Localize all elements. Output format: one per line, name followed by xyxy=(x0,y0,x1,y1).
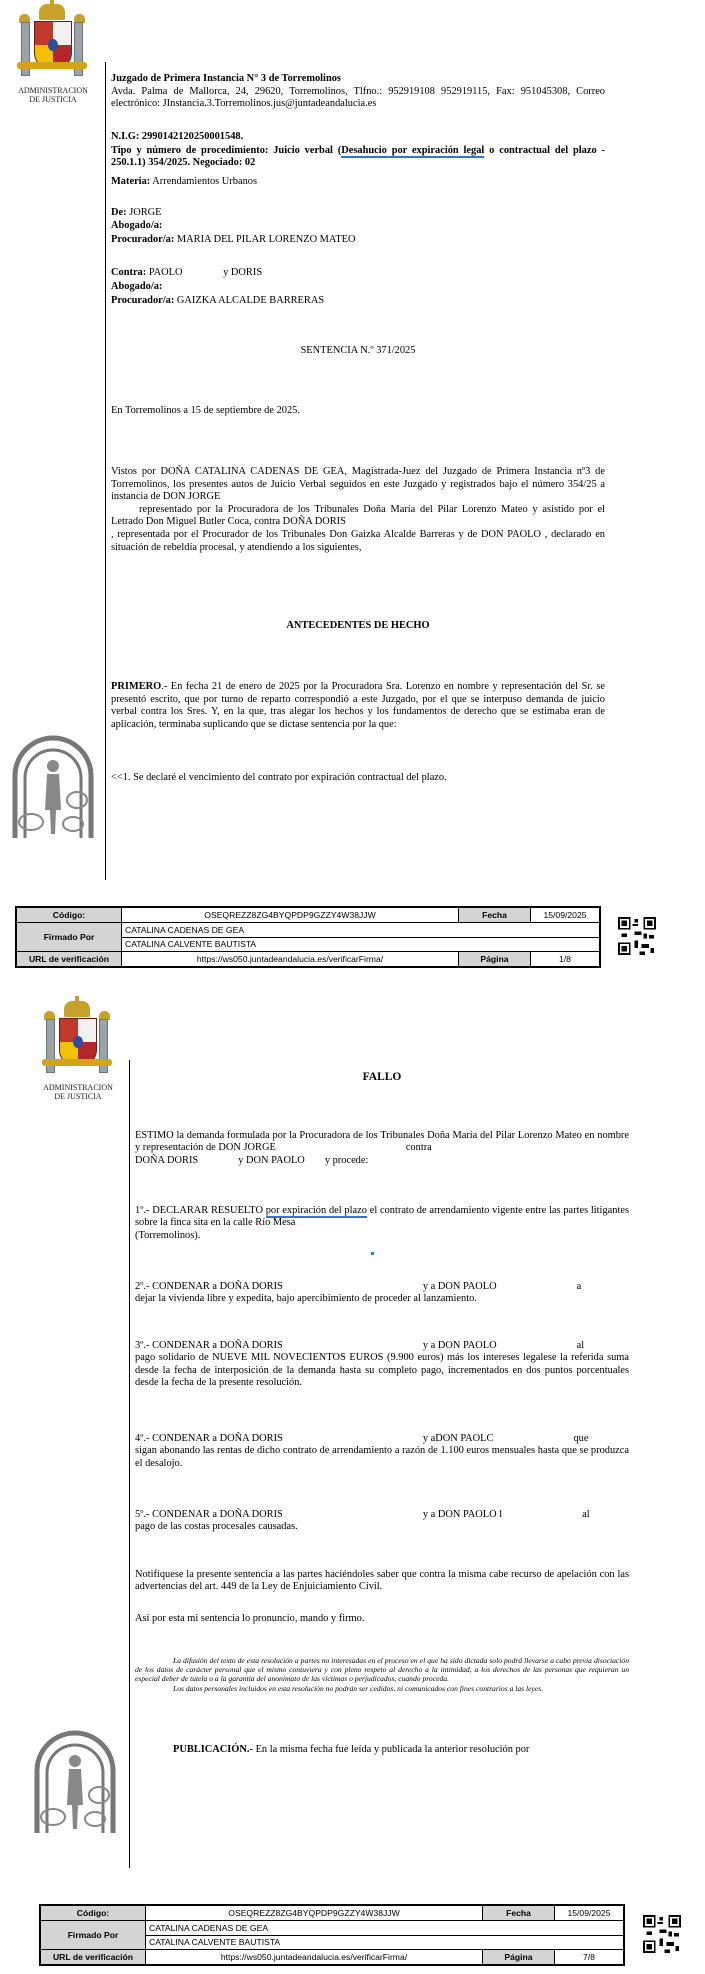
highlighted-procedure: Desahucio por expiración legal xyxy=(341,145,485,156)
url-label: URL de verificación xyxy=(17,952,122,967)
fecha-value: 15/09/2025 xyxy=(555,1906,624,1921)
fallo-title: FALLO xyxy=(362,1071,402,1083)
materia: Materia: Arrendamientos Urbanos xyxy=(111,176,258,187)
coat-of-arms-logo xyxy=(42,1001,112,1085)
firmado-label: Firmado Por xyxy=(17,922,122,952)
pagina-value: 7/8 xyxy=(555,1950,624,1965)
justice-watermark xyxy=(9,730,97,842)
verification-url[interactable]: https://ws050.juntadeandalucia.es/verificarFirma/ xyxy=(122,952,459,967)
codigo-label: Código: xyxy=(41,1906,146,1921)
antecedentes-title: ANTECEDENTES DE HECHO xyxy=(286,620,430,631)
fallo-point-3: 3º.- CONDENAR a DOÑA DORIS y a DON PAOLO al pago solidario de NUEVE MIL NOVECIENTOS EUROS (9.900 euros) más los intereses legalese la referida suma desde la fecha de interposición de la demanda hasta su completo pago, incrementados en dos puntos porcentuales desde la fecha de la presente resolución. xyxy=(135,1340,629,1389)
codigo-label: Código: xyxy=(17,908,122,923)
court-name: Juzgado de Primera Instancia N° 3 de Torremolinos xyxy=(111,73,341,84)
verification-url[interactable]: https://ws050.juntadeandalucia.es/verificarFirma/ xyxy=(146,1950,483,1965)
administration-label: ADMINISTRACION DE JUSTICIA xyxy=(43,1083,113,1101)
defendant-procurador: Procurador/a: GAIZKA ALCALDE BARRERAS xyxy=(111,295,325,306)
margin-rule xyxy=(129,1060,130,1868)
plaintiff-lawyer: Abogado/a: xyxy=(111,220,163,231)
codigo-value: OSEQREZZ8ZG4BYQPDP9GZZY4W38JJW xyxy=(122,908,459,923)
margin-rule xyxy=(105,62,106,880)
place-date: En Torremolinos a 15 de septiembre de 2025. xyxy=(111,405,300,416)
qr-code-icon xyxy=(643,1915,681,1953)
publicacion-paragraph: PUBLICACIÓN.- En la misma fecha fue leída y publicada la anterior resolución por xyxy=(173,1744,530,1755)
pagina-label: Página xyxy=(459,952,531,967)
fecha-value: 15/09/2025 xyxy=(531,908,600,923)
plaintiff-procurador: Procurador/a: MARIA DEL PILAR LORENZO MATEO xyxy=(111,234,356,245)
coat-of-arms-logo xyxy=(17,4,87,88)
codigo-value: OSEQREZZ8ZG4BYQPDP9GZZY4W38JJW xyxy=(146,1906,483,1921)
asi-paragraph: Así por esta mi sentencia lo pronuncio, mando y firmo. xyxy=(135,1613,365,1624)
court-address: Avda. Palma de Mallorca, 24, 29620, Torremolinos, Tlfno.: 952919108 952919115, Fax: 951045308, Correo electrónico: JInstancia.3.Torremolinos.jus@juntadeandalucia.es xyxy=(111,86,605,110)
firmado-label: Firmado Por xyxy=(41,1920,146,1950)
estimo-paragraph: ESTIMO la demanda formulada por la Procuradora de los Tribunales Doña María del Pilar Lorenzo Mateo en nombre y representación de DON JORGE contra DOÑA DORIS y DON PAOLO y procede: xyxy=(135,1130,629,1166)
fecha-label: Fecha xyxy=(483,1906,555,1921)
fallo-point-2: 2º.- CONDENAR a DOÑA DORIS y a DON PAOLO a dejar la vivienda libre y expedita, bajo apercibimiento de proceder al lanzamiento. xyxy=(135,1281,582,1305)
notifiquese-paragraph: Notifíquese la presente sentencia a las partes haciéndoles saber que contra la misma cabe recurso de apelación con las advertencias del art. 449 de la Ley de Enjuiciamiento Civil. xyxy=(135,1569,629,1593)
pagina-label: Página xyxy=(483,1950,555,1965)
url-label: URL de verificación xyxy=(41,1950,146,1965)
fallo-point-5: 5º.- CONDENAR a DOÑA DORIS y a DON PAOLO l al pago de las costas procesales causadas. xyxy=(135,1509,590,1533)
privacy-notice: La difusión del texto de esta resolución a partes no interesadas en el proceso en el que ha sido dictada solo podrá llevarse a cabo previa disociación de los datos de carácter personal que el mismo contuviera y con pleno respeto al derecho a la intimidad, a los derechos de las personas que requieran un especial deber de tutela o a la garantía del anonimato de las víctimas o perjudicados, cuando proceda. Los datos personales incluidos en esta resolución no podrán ser cedidos, ni comunicados con fines contrarios a las leyes. xyxy=(135,1656,629,1693)
qr-code-icon xyxy=(618,917,656,955)
document-page-2 xyxy=(0,985,705,1974)
fecha-label: Fecha xyxy=(459,908,531,923)
justice-watermark xyxy=(31,1725,119,1837)
defendants: Contra: PAOLO y DORIS xyxy=(111,267,263,278)
sentence-title: SENTENCIA N.º 371/2025 xyxy=(300,345,416,356)
primero-paragraph: PRIMERO.- En fecha 21 de enero de 2025 por la Procuradora Sra. Lorenzo en nombre y representación del Sr. se presentó escrito, que por turno de reparto correspondió a este Juzgado, por el que se interpuso demanda de juicio verbal contra los Sres. Y, en la que, tras alegar los hechos y los fundamentos de derecho que se estimaba eran de aplicación, terminaba suplicando que se dictase sentencia por la que: xyxy=(111,681,605,730)
firmante-2: CATALINA CALVENTE BAUTISTA xyxy=(122,937,600,952)
fallo-point-1: 1º.- DECLARAR RESUELTO por expiración del plazo el contrato de arrendamiento vigente entre las partes litigantes sobre la finca sita en la calle Río Mesa (Torremolinos). xyxy=(135,1205,629,1241)
signature-table xyxy=(39,1904,625,1966)
fallo-point-4: 4º.- CONDENAR a DOÑA DORIS y aDON PAOLC que sigan abonando las rentas de dicho contrato de arrendamiento a razón de 1.100 euros mensuales hasta que se produzca el desalojo. xyxy=(135,1433,629,1469)
defendant-lawyer: Abogado/a: xyxy=(111,281,163,292)
plaintiff: De: JORGE xyxy=(111,207,162,218)
vistos-paragraph: Vistos por DOÑA CATALINA CADENAS DE GEA, Magistrada-Juez del Juzgado de Primera Instancia nº3 de Torremolinos, los presentes autos de Juicio Verbal seguidos en este Juzgado y registrados bajo el número 354/25 a instancia de DON JORGE representado por la Procuradora de los Tribunales Doña María del Pilar Lorenzo Mateo y asistido por el Letrado Don Miguel Butler Coca, contra DOÑA DORIS , representada por el Procurador de los Tribunales Don Gaizka Alcalde Barreras y de DON PAOLO , declarado en situación de rebeldía procesal, y atendiendo a los siguientes, xyxy=(111,466,606,553)
firmante-1: CATALINA CADENAS DE GEA xyxy=(146,1920,624,1935)
suplica-item: <<1. Se declaré el vencimiento del contrato por expiración contractual del plazo. xyxy=(111,772,447,783)
document-page-1 xyxy=(0,0,705,985)
blue-mark xyxy=(371,1252,374,1255)
administration-label: ADMINISTRACION DE JUSTICIA xyxy=(18,86,88,104)
procedure-type: Tipo y número de procedimiento: Juicio verbal (Desahucio por expiración legal o contractual del plazo - 250.1.1) 354/2025. Negociado: 02 xyxy=(111,145,605,169)
nig: N.I.G: 2990142120250001548. xyxy=(111,131,244,142)
pagina-value: 1/8 xyxy=(531,952,600,967)
firmante-2: CATALINA CALVENTE BAUTISTA xyxy=(146,1935,624,1950)
signature-table xyxy=(15,906,601,968)
firmante-1: CATALINA CADENAS DE GEA xyxy=(122,922,600,937)
